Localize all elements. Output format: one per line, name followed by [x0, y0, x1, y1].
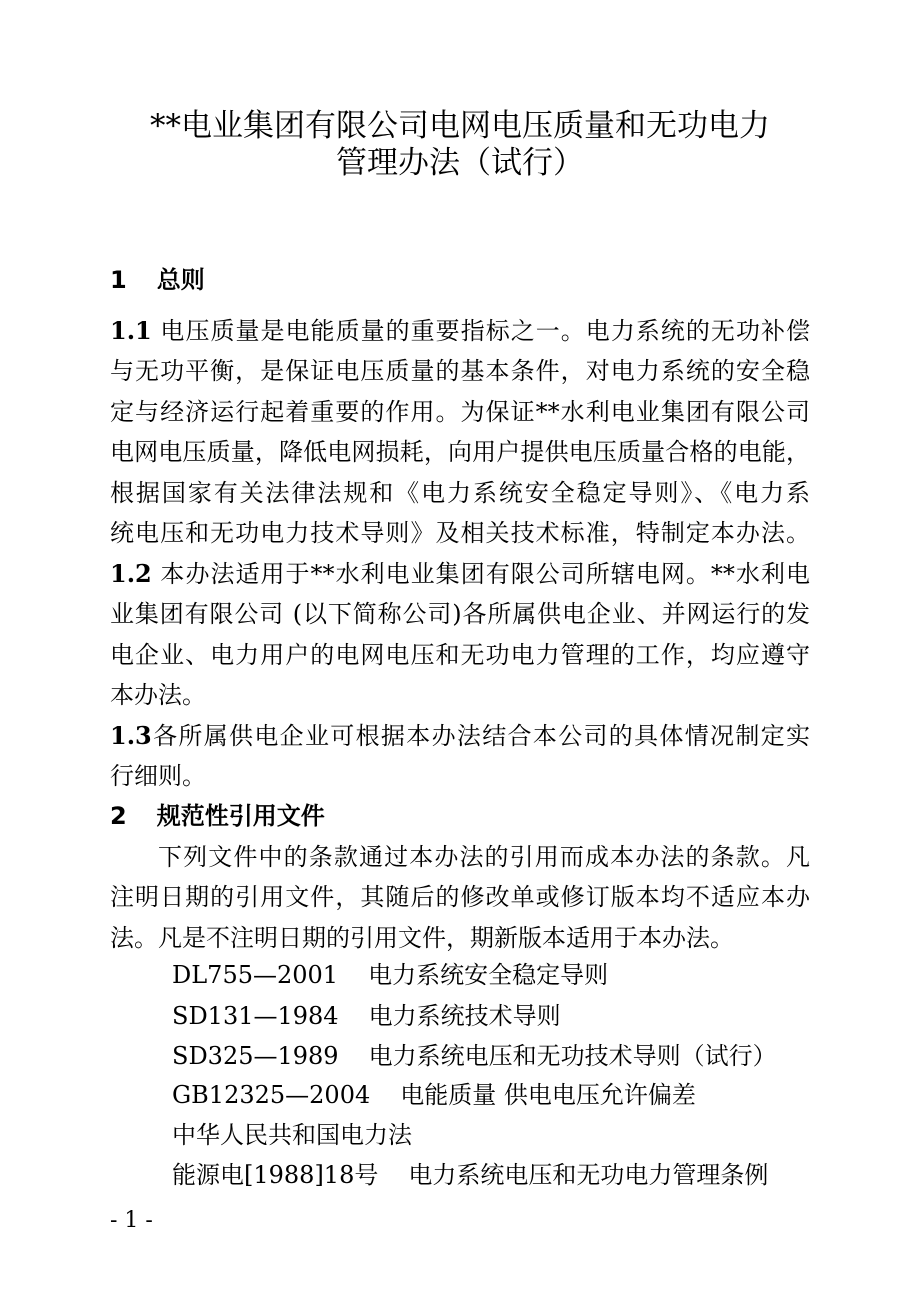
- section-title: 总则: [156, 266, 205, 294]
- clause-1-2-line: 本办法。: [110, 681, 206, 709]
- reference-item: [172, 1160, 768, 1190]
- clause-1-3-line: [110, 721, 810, 751]
- clause-1-1-line: 电网电压质量，降低电网损耗，向用户提供电压质量合格的电能，: [110, 438, 810, 466]
- clause-text: 各所属供电企业可根据本办法结合本公司的具体情况制定实: [151, 722, 810, 750]
- document-title-line-2: 管理办法（试行）: [336, 145, 584, 181]
- section-1-heading: [110, 265, 810, 295]
- reference-name: 电力系统安全稳定导则: [368, 961, 609, 989]
- reference-item: [172, 1001, 561, 1031]
- clause-1-1-line: 统电压和无功电力技术导则》及相关技术标准，特制定本办法。: [110, 519, 810, 547]
- reference-item: [172, 1120, 412, 1150]
- reference-name: 中华人民共和国电力法: [172, 1121, 412, 1149]
- clause-1-3-line: 行细则。: [110, 762, 206, 790]
- clause-1-2-line: [110, 559, 810, 589]
- reference-name: 电能质量 供电电压允许偏差: [400, 1081, 696, 1109]
- reference-code: SD325—1989: [172, 1042, 339, 1070]
- reference-code: GB12325—2004: [172, 1081, 371, 1109]
- section-2-heading: [110, 801, 810, 831]
- clause-text: 本办法适用于**水利电业集团有限公司所辖电网。**水利电: [160, 560, 810, 588]
- reference-code: SD131—1984: [172, 1002, 339, 1030]
- reference-item: [172, 960, 608, 990]
- section-number: 1: [110, 266, 127, 294]
- clause-number: 1.3: [110, 721, 152, 750]
- clause-1-2-line: 电企业、电力用户的电网电压和无功电力管理的工作，均应遵守: [110, 641, 810, 669]
- reference-code: 能源电[1988]18号: [172, 1161, 379, 1189]
- intro-line: 注明日期的引用文件，其随后的修改单或修订版本均不适应本办: [110, 883, 810, 911]
- section-number: 2: [110, 802, 127, 830]
- clause-1-1-line: 定与经济运行起着重要的作用。为保证**水利电业集团有限公司: [110, 398, 810, 426]
- clause-1-1-line: 与无功平衡，是保证电压质量的基本条件，对电力系统的安全稳: [110, 357, 810, 385]
- reference-code: DL755—2001: [172, 961, 339, 989]
- reference-item: [172, 1041, 777, 1071]
- clause-number: 1.1: [110, 316, 152, 345]
- document-title-line-1: **电业集团有限公司电网电压质量和无功电力: [150, 108, 770, 144]
- clause-text: 电压质量是电能质量的重要指标之一。电力系统的无功补偿: [160, 317, 810, 345]
- intro-line: 法。凡是不注明日期的引用文件，期新版本适用于本办法。: [110, 924, 734, 952]
- clause-1-2-line: 业集团有限公司 (以下简称公司)各所属供电企业、并网运行的发: [110, 600, 810, 628]
- clause-number: 1.2: [110, 559, 152, 588]
- section-title: 规范性引用文件: [156, 802, 325, 830]
- clause-1-1-line: [110, 316, 810, 346]
- reference-item: [172, 1080, 696, 1110]
- clause-1-1-line: 根据国家有关法律法规和《电力系统安全稳定导则》、《电力系: [110, 479, 810, 507]
- page-number: - 1 -: [110, 1208, 153, 1233]
- intro-line: 下列文件中的条款通过本办法的引用而成本办法的条款。凡: [158, 843, 810, 871]
- reference-name: 电力系统电压和无功电力管理条例: [408, 1161, 769, 1189]
- reference-name: 电力系统技术导则: [368, 1002, 561, 1030]
- reference-name: 电力系统电压和无功技术导则（试行）: [368, 1042, 777, 1070]
